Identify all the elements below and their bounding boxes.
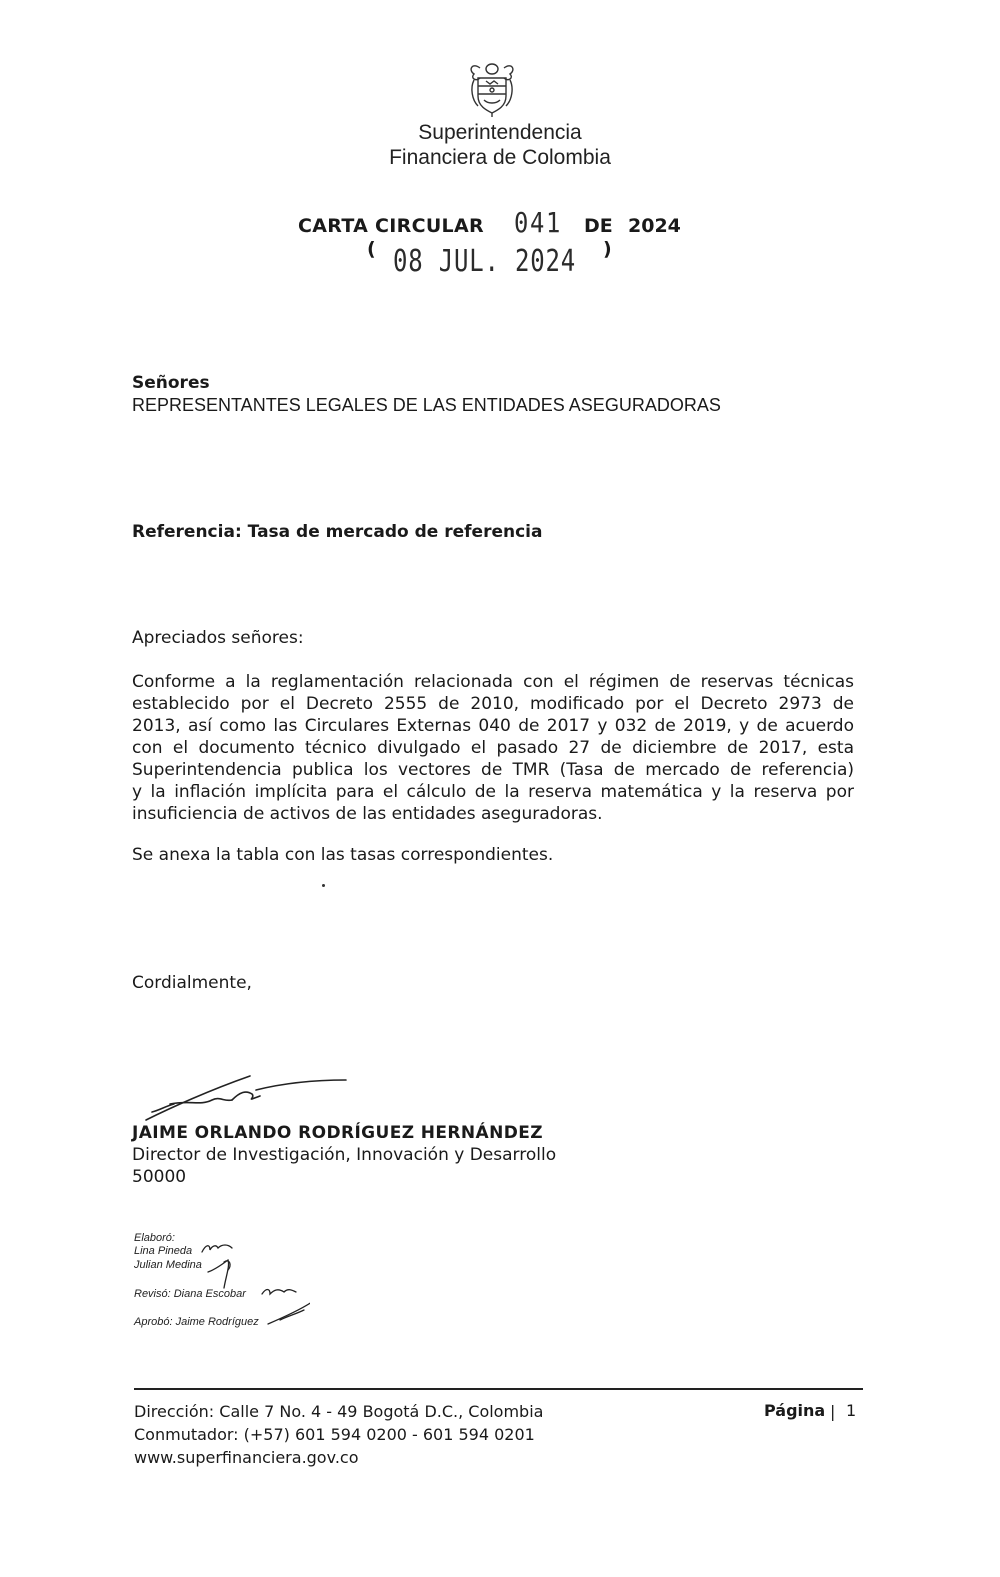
reference-text: Tasa de mercado de referencia bbox=[247, 522, 543, 542]
body-paragraph bbox=[132, 671, 854, 825]
body-line: insuficiencia de activos de las entidades aseguradoras. bbox=[132, 804, 603, 824]
footer-divider bbox=[134, 1388, 863, 1390]
greeting: Apreciados señores: bbox=[132, 628, 304, 648]
footer-phone: Conmutador: (+57) 601 594 0200 - 601 594 0201 bbox=[134, 1425, 535, 1444]
credit-elaboro-2: Julian Medina bbox=[134, 1259, 202, 1271]
signatory-position: Director de Investigación, Innovación y Desarrollo bbox=[132, 1145, 557, 1165]
reference-label: Referencia: bbox=[132, 522, 242, 542]
credit-reviso: Revisó: Diana Escobar bbox=[134, 1288, 246, 1300]
closing: Cordialmente, bbox=[132, 973, 252, 993]
body-line: 2013, así como las Circulares Externas 040 de 2017 y 032 de 2019, y de acuerdo bbox=[132, 716, 854, 736]
signatory-code: 50000 bbox=[132, 1167, 187, 1187]
org-name-line1: Superintendencia bbox=[418, 121, 582, 144]
date-paren-open: ( bbox=[367, 238, 376, 260]
body-line: con el documento técnico divulgado el pasado 27 de diciembre de 2017, esta bbox=[132, 738, 854, 758]
date-paren-close: ) bbox=[603, 238, 612, 260]
page-number: 1 bbox=[846, 1401, 857, 1420]
footer-website[interactable]: www.superfinanciera.gov.co bbox=[134, 1448, 359, 1467]
credit-aprobo: Aprobó: Jaime Rodríguez bbox=[134, 1316, 259, 1328]
title-year: 2024 bbox=[628, 215, 681, 237]
document-type-label: CARTA CIRCULAR bbox=[298, 215, 484, 237]
stray-dot bbox=[322, 884, 325, 887]
page-separator: | bbox=[830, 1402, 836, 1421]
circular-number-stamp: 041 bbox=[514, 206, 563, 239]
addressee: REPRESENTANTES LEGALES DE LAS ENTIDADES ASEGURADORAS bbox=[132, 395, 721, 415]
body-line: Superintendencia publica los vectores de TMR (Tasa de mercado de referencia) bbox=[132, 760, 854, 780]
body-line: Conforme a la reglamentación relacionada con el régimen de reservas técnicas bbox=[132, 672, 854, 692]
initials-marks bbox=[200, 1236, 310, 1336]
reference-line bbox=[132, 521, 542, 543]
body-line: y la inflación implícita para el cálculo de la reserva matemática y la reserva por bbox=[132, 782, 854, 802]
page-label: Página bbox=[764, 1401, 826, 1420]
colombia-coat-of-arms-icon bbox=[466, 58, 518, 118]
signatory-name: JAIME ORLANDO RODRÍGUEZ HERNÁNDEZ bbox=[132, 1123, 543, 1143]
annex-note: Se anexa la tabla con las tasas correspondientes. bbox=[132, 845, 554, 865]
salutation: Señores bbox=[132, 373, 210, 393]
date-stamp: 08 JUL. 2024 bbox=[393, 244, 576, 279]
title-de: DE bbox=[584, 215, 613, 237]
handwritten-signature bbox=[140, 1070, 360, 1130]
body-line: establecido por el Decreto 2555 de 2010, modificado por el Decreto 2973 de bbox=[132, 694, 854, 714]
org-name-line2: Financiera de Colombia bbox=[389, 146, 611, 169]
credit-elaboro-label: Elaboró: bbox=[134, 1232, 175, 1244]
credit-elaboro-1: Lina Pineda bbox=[134, 1245, 193, 1257]
footer-address: Dirección: Calle 7 No. 4 - 49 Bogotá D.C., Colombia bbox=[134, 1402, 544, 1421]
